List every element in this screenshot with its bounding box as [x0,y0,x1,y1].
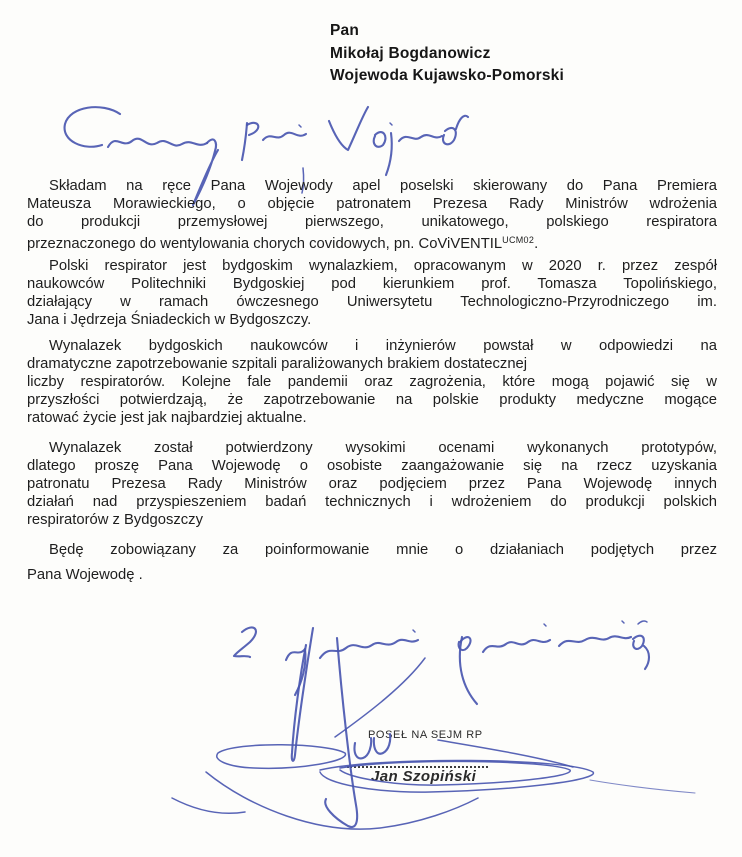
body-line: działający w ramach ówczesnego Uniwersytetu Technologiczno-Przyrodniczego im. [27,294,717,310]
body-line: działań nad przyspieszeniem badań technicznych i wdrożeniem do produkcji polskich [27,494,717,510]
body-line [27,231,717,253]
body-line: Wynalazek został potwierdzony wysokimi ocenami wykonanych prototypów, [49,440,717,456]
paragraph-1 [27,177,717,253]
body-line: Będę zobowiązany za poinformowanie mnie o działaniach podjętych przez [49,542,717,558]
body-line: Mateusza Morawieckiego, o objęcie patronatem Prezesa Rady Ministrów wdrożenia [27,196,717,212]
handwritten-greeting-text [0,0,1,1]
paragraph-2 [27,257,717,329]
p1-l4-text: przeznaczonego do wentylowania chorych covidowych, pn. CoViVENTIL [27,236,503,252]
recipient-block [330,20,564,88]
body-line: naukowców Politechniki Bydgoskiej pod kierunkiem prof. Tomasza Topolińskiego, [27,276,717,292]
coviventil-superscript: UCM02 [502,235,535,245]
handwritten-signature-ink [170,590,742,857]
body-line: przyszłości potwierdzają, że zapotrzebowanie na polskie produkty medyczne mogące [27,392,717,408]
body-line: liczby respiratorów. Kolejne fale pandemii oraz zagrożenia, które mogą pojawić się w [27,374,717,390]
body-line: patronatu Prezesa Rady Ministrów oraz podjęciem przez Pana Wojewodę innych [27,476,717,492]
handwritten-closing-text [0,0,1,1]
body-line: dlatego proszę Pana Wojewodę o osobiste zaangażowanie się na rzecz uzyskania [27,458,717,474]
paragraph-4 [27,439,717,529]
body-line: Składam na ręce Pana Wojewody apel poselski skierowany do Pana Premiera [49,178,717,194]
body-line: dramatyczne zapotrzebowanie szpitali paraliżowanych brakiem dostatecznej [27,356,528,372]
body-line: Pana Wojewodę . [27,567,143,583]
signature-dotted-line [347,757,488,768]
deputy-title: POSEŁ NA SEJM RP [368,729,483,741]
paragraph-5 [27,538,717,588]
recipient-name: Mikołaj Bogdanowicz [330,44,491,62]
recipient-title: Wojewoda Kujawsko-Pomorski [330,67,565,84]
body-line: ratować życie jest jak najbardziej aktualne. [27,410,307,426]
paragraph-3 [27,337,717,427]
body-line: Polski respirator jest bydgoskim wynalazkiem, opracowanym w 2020 r. przez zespół [49,258,717,274]
recipient-salutation: Pan [330,22,360,39]
p1-l4-period: . [534,236,539,252]
body-line: Jana i Jędrzeja Śniadeckich w Bydgoszczy. [27,312,312,328]
body-line: do produkcji przemysłowej pierwszego, unikatowego, polskiego respiratora [27,214,717,230]
body-line: Wynalazek bydgoskich naukowców i inżynierów powstał w odpowiedzi na [49,338,717,354]
body-line: respiratorów z Bydgoszczy [27,512,203,528]
signatory-name: Jan Szopiński [371,768,477,785]
